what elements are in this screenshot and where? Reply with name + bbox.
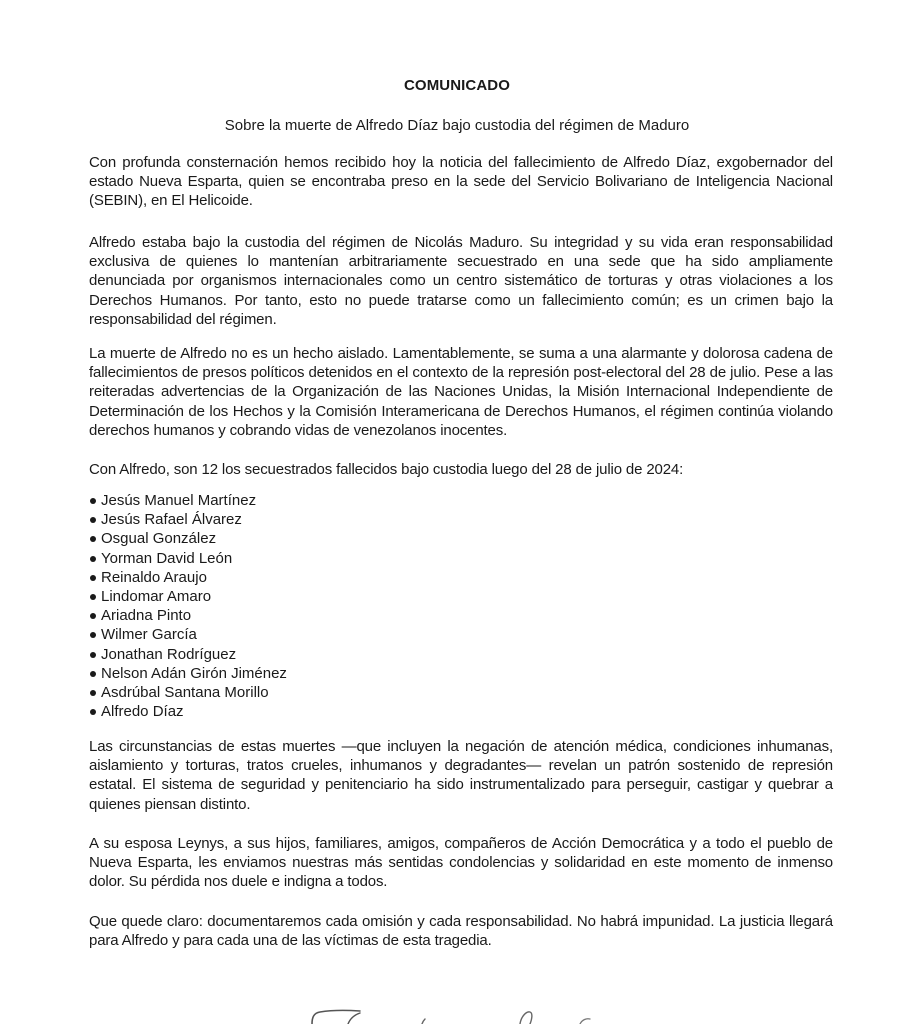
list-item	[89, 491, 287, 510]
victim-name: Lindomar Amaro	[101, 588, 212, 606]
list-item	[89, 625, 287, 644]
bullet-icon	[90, 709, 96, 715]
bullet-icon	[90, 594, 96, 600]
list-item	[89, 683, 287, 702]
paragraph-list-intro: Con Alfredo, son 12 los secuestrados fallecidos bajo custodia luego del 28 de julio de 2024:	[89, 461, 684, 478]
bullet-icon	[90, 632, 96, 638]
victims-list	[89, 491, 287, 721]
victim-name: Wilmer García	[101, 626, 197, 644]
victim-name: Nelson Adán Girón Jiménez	[101, 664, 287, 682]
victim-name: Alfredo Díaz	[101, 703, 184, 721]
document-subtitle: Sobre la muerte de Alfredo Díaz bajo custodia del régimen de Maduro	[224, 117, 690, 134]
list-item	[89, 510, 287, 529]
bullet-icon	[90, 652, 96, 658]
document-title: COMUNICADO	[404, 77, 510, 94]
bullet-icon	[90, 613, 96, 619]
list-item	[89, 645, 287, 664]
list-item	[89, 606, 287, 625]
list-item	[89, 587, 287, 606]
list-item	[89, 702, 287, 721]
bullet-icon	[90, 690, 96, 696]
list-item	[89, 549, 287, 568]
victim-name: Jesús Manuel Martínez	[101, 492, 257, 509]
victim-name: Osgual González	[101, 530, 217, 548]
paragraph-intro: Con profunda consternación hemos recibido hoy la noticia del fallecimiento de Alfredo Díaz, exgobernador del estado Nueva Esparta, quien se encontraba preso en la sede del Servicio Bolivariano de Inteligencia Nacional (SEBIN), en El Helicoide.	[89, 154, 833, 210]
signature-icon	[290, 1005, 650, 1024]
bullet-icon	[90, 498, 96, 504]
list-item	[89, 568, 287, 587]
paragraph-context: La muerte de Alfredo no es un hecho aislado. Lamentablemente, se suma a una alarmante y dolorosa cadena de fallecimientos de presos políticos detenidos en el contexto de la represión post-electoral del 28 de julio. Pese a las reiteradas advertencias de la Organización de las Naciones Unidas, la Misión Internacional Independiente de Determinación de los Hechos y la Comisión Interamericana de Derechos Humanos, el régimen continúa violando derechos humanos y cobrando vidas de venezolanos inocentes.	[89, 345, 833, 439]
paragraph-closing: Que quede claro: documentaremos cada omisión y cada responsabilidad. No habrá impunidad. La justicia llegará para Alfredo y para cada una de las víctimas de esta tragedia.	[89, 913, 833, 950]
paragraph-condolences: A su esposa Leynys, a sus hijos, familiares, amigos, compañeros de Acción Democrática y a todo el pueblo de Nueva Esparta, les enviamos nuestras más sentidas condolencias y solidaridad en este momento de inmenso dolor. Su pérdida nos duele e indigna a todos.	[89, 835, 833, 891]
victim-name: Asdrúbal Santana Morillo	[101, 684, 269, 702]
bullet-icon	[90, 517, 96, 523]
victim-name: Jonathan Rodríguez	[101, 645, 237, 663]
paragraph-custody: Alfredo estaba bajo la custodia del régimen de Nicolás Maduro. Su integridad y su vida eran responsabilidad exclusiva de quienes lo mantenían arbitrariamente secuestrado en una sede que ha sido ampliamente denunciada por organismos internacionales como un centro sistemático de torturas y otras violaciones a los Derechos Humanos. Por tanto, esto no puede tratarse como un fallecimiento común; es un crimen bajo la responsabilidad del régimen.	[89, 234, 833, 328]
victim-name: Yorman David León	[101, 549, 233, 567]
bullet-icon	[90, 671, 96, 677]
bullet-icon	[90, 556, 96, 562]
victim-name: Ariadna Pinto	[101, 607, 192, 625]
victim-name: Reinaldo Araujo	[101, 568, 207, 586]
paragraph-circumstances: Las circunstancias de estas muertes —que incluyen la negación de atención médica, condiciones inhumanas, aislamiento y torturas, tratos crueles, inhumanos y degradantes— revelan un patrón sostenido de represión estatal. El sistema de seguridad y penitenciario ha sido instrumentalizado para perseguir, castigar y quebrar a quienes piensan distinto.	[89, 738, 833, 813]
bullet-icon	[90, 536, 96, 542]
list-item	[89, 664, 287, 683]
victim-name: Jesús Rafael Álvarez	[101, 511, 242, 529]
list-item	[89, 529, 287, 548]
bullet-icon	[90, 575, 96, 581]
